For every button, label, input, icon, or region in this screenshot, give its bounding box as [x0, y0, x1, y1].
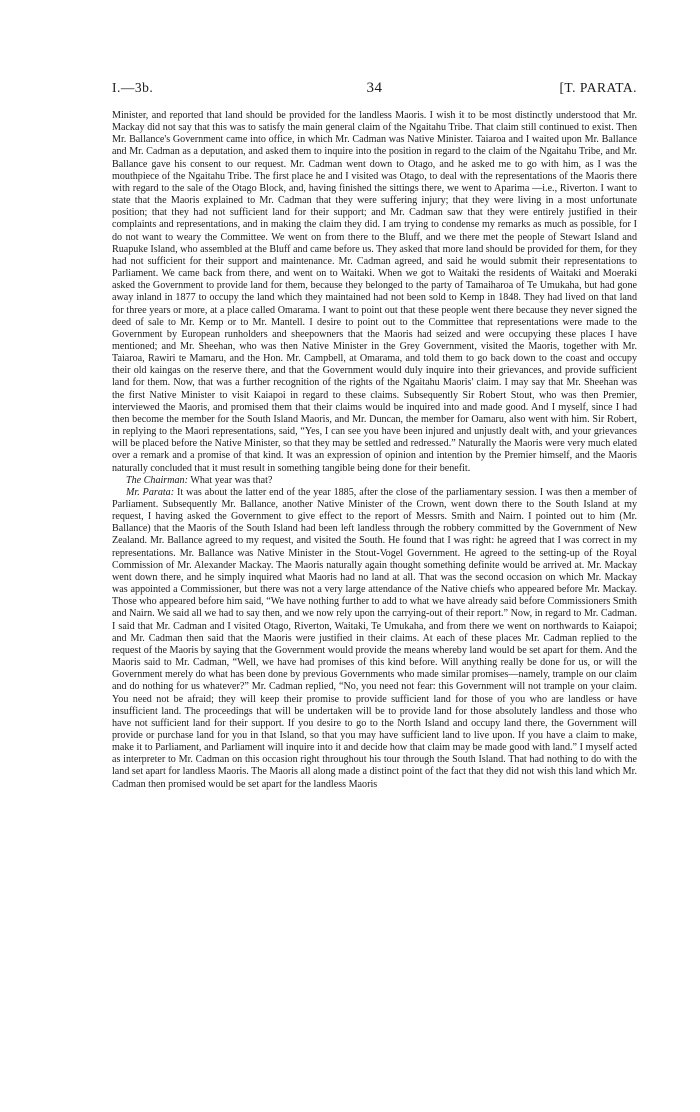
speaker-label: Mr. Parata: — [126, 486, 175, 498]
paragraph-text: What year was that? — [190, 474, 273, 486]
paragraph-text: Minister, and reported that land should be provided for the landless Maoris. I wish it to be most distinctly understood that Mr. Mackay did not say that this was to satisfy the main general claim of the Ngaitahu Tribe. That claim still continued to exist. Then Mr. Ballance's Government came into office, in which Mr. Cadman was Native Minister. Taiaroa and I waited upon Mr. Ballance and Mr. Cadman as a deputation, and asked them to inquire into the position in regard to the claim of the Ngaitahu Tribe, and Mr. Ballance gave his consent to our request. Mr. Cadman went down to Otago, and he asked me to go with him, as I was the mouthpiece of the Ngaitahu Tribe. The first place he and I visited was Otago, to deal with the representations of the Maoris there with regard to the sale of the Otago Block, and, having finished the sittings there, we went to Aparima —i.e., Riverton. I want to state that the Maoris explained to Mr. Cadman that they were suffering injury; that they were living in a most unfortunate position; that they had not sufficient land for their support; and Mr. Cadman saw that they were entirely justified in their complaints and representations, and in making the claim they did. I am trying to condense my remarks as much as possible, for I do not want to weary the Committee. We went on from there to the Bluff, and we there met the people of Stewart Island and Ruapuke Island, who assembled at the Bluff and came before us. They asked that more land should be provided for them, for they had not sufficient for their support and maintenance. Mr. Cadman agreed, and said he would submit their representations to Parliament. We came back from there, and went on to Waitaki. When we got to Waitaki the residents of Waitaki and Moeraki asked the Government to provide land for them, because they belonged to the party of Tamaiharoa of Te Umukaha, but had gone away inland in 1877 to occupy the land which they maintained had not been sold to Kemp in 1848. They had lived on that land for three years or more, at a place called Omarama. I want to point out that these people went there because they never signed the deed of sale to Mr. Kemp or to Mr. Mantell. I desire to point out to the Committee that representations were made to the Government by European runholders and sheepowners that the Maoris had seized and were occupying these places I have mentioned; and Mr. Sheehan, who was then Native Minister in the Grey Government, visited the Maoris, together with Mr. Taiaroa, Rawiri te Mamaru, and the Hon. Mr. Campbell, at Omarama, and told them to go back down to the coast and occupy their old kaingas on the reserve there, and that the Government would duly inquire into their grievances, and provide sufficient land for them. Now, that was a further recognition of the rights of the Ngaitahu Maoris' claim. I may say that Mr. Sheehan was the first Native Minister to visit Kaiapoi in regard to these claims. Subsequently Sir Robert Stout, who was then Premier, interviewed the Maoris, and promised them that their claims would be inquired into and made good. And I myself, since I had then become the member for the South Island Maoris, and Mr. Duncan, the member for Oamaru, also went with him. Sir Robert, in replying to the Maori representations, said, “Yes, I can see you have been injured and unjustly dealt with, and your grievances will be placed before the Native Minister, so that they may be settled and redressed.” Naturally the Maoris were very much elated over a remark and a promise of that kind. It was an expression of opinion and intention by the Premier himself, and the Maoris naturally concluded that it must result in something tangible being done for their benefit. — [112, 110, 637, 474]
page-header — [112, 80, 637, 100]
paragraph-text: It was about the latter end of the year 1885, after the close of the parliamentary session. I was then a member of Parliament. Subsequently Mr. Ballance, another Native Minister of the Crown, went down there to the South Island at my request, I having asked the Government to give effect to the report of Messrs. Smith and Nairn. I pointed out to him (Mr. Ballance) that the Maoris of the South Island had been left landless through the robbery committed by the Government of New Zealand. Mr. Ballance agreed to my request, and visited the South. He found that I was right: he agreed that I was correct in my representations. Mr. Ballance was Native Minister in the Stout-Vogel Government. He agreed to the setting-up of the Royal Commission of Mr. Alexander Mackay. The Maoris naturally again thought something definite would be arrived at. Mr. Mackay went down there, and he simply inquired what Maoris had no land at all. That was the second occasion on which Mr. Mackay was appointed a Commissioner, but there was not a very large attendance of the Native chiefs who appeared before Mr. Mackay. Those who appeared before him said, “We have nothing further to add to what we have already said before Commissioners Smith and Nairn. We said all we had to say then, and we now rely upon the carrying-out of their report.” Now, in regard to Mr. Cadman. I said that Mr. Cadman and I visited Otago, Riverton, Waitaki, Te Umukaha, and from there we went on northwards to Kaiapoi; and Mr. Cadman then said that the Maoris were justified in their claims. At each of these places Mr. Cadman replied to the request of the Maoris by saying that the Government would provide the means whereby land would be set apart for them. And the Maoris said to Mr. Cadman, “Well, we have had promises of this kind before. Will anything really be done for us, or will the Government merely do what has been done by previous Governments who made similar promises—namely, trample on our claim and do nothing for us whatever?” Mr. Cadman replied, “No, you need not fear: this Government will not trample on your claim. You need not be afraid; they will keep their promise to provide sufficient land for those of you who are landless or have insufficient land. The proceedings that will be undertaken will be to provide land for those absolutely landless and those who have not sufficient land for their support. If you desire to go to the North Island and occupy land there, the Government will provide or purchase land for you in that Island, so that you may have sufficient land to live upon. If you have a claim to make, make it to Parliament, and Parliament will inquire into it and decide how that claim may be made good with land.” I myself acted as interpreter to Mr. Cadman on this occasion right throughout his tour through the South Island. That had nothing to do with the land set apart for landless Maoris. The Maoris all along made a distinct point of the fact that they did not wish this land which Mr. Cadman then promised would be set apart for the landless Maoris — [112, 486, 637, 790]
page-number: 34 — [366, 80, 383, 96]
paragraph — [112, 475, 637, 487]
body-text — [112, 110, 637, 791]
paragraph — [112, 487, 637, 791]
speaker-label: The Chairman: — [126, 474, 188, 486]
running-head: [T. PARATA. — [559, 80, 637, 95]
document-reference: I.—3b. — [112, 80, 154, 95]
paragraph — [112, 110, 637, 475]
